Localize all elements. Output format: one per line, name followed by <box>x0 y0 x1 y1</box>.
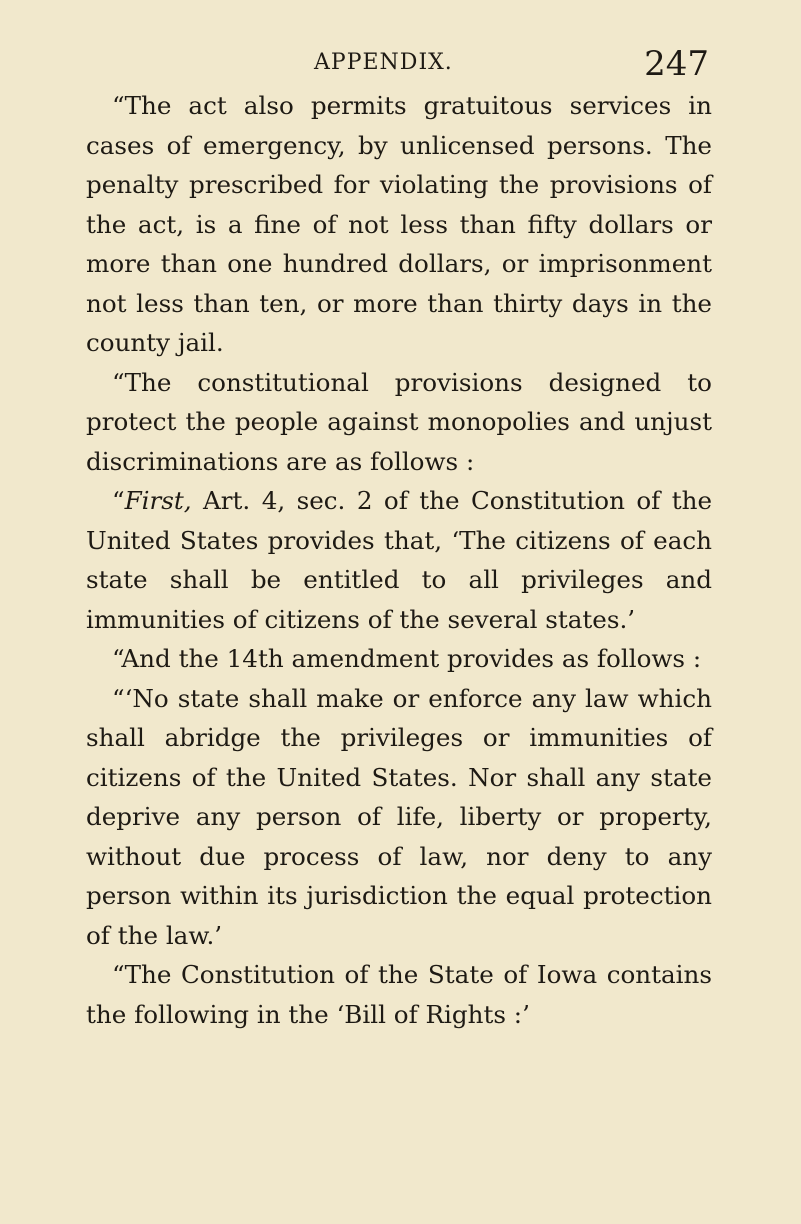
page-number: 247 <box>644 44 709 84</box>
paragraph-first-art-4-text: Art. 4, sec. 2 of the Constitution of the United States provides that, ‘The citizens of each state shall be entitled to all privileges and immunities of citizens of the several states.’ <box>86 486 712 634</box>
paragraph-14th-amendment: “And the 14th amendment provides as follows : <box>112 644 702 673</box>
paragraph-iowa-constitution: “The Constitution of the State of Iowa contains the following in the ‘Bill of Rights :’ <box>86 960 712 1029</box>
open-quote: “ <box>112 486 125 515</box>
paragraph-first-art-4 <box>86 481 712 639</box>
first-italic: First, <box>124 486 192 515</box>
page-body <box>86 86 712 1034</box>
running-title: APPENDIX. <box>314 50 453 75</box>
paragraph-no-state-quote: “‘No state shall make or enforce any law which shall abridge the privileges or immunities of citizens of the United States. Nor shall any state deprive any person of life, liberty or property, without due process of law, nor deny to any person within its jurisdiction the equal protection of the law.’ <box>86 683 712 950</box>
paragraph-constitutional-provisions: “The constitutional provisions designed to protect the people against monopolies and unjust discriminations are as follows : <box>86 367 712 476</box>
paragraph-act-services: “The act also permits gratuitous services in cases of emergency, by unlicensed persons. The penalty prescribed for violating the provisions of the act, is a fine of not less than fifty dollars or more than one hundred dollars, or imprisonment not less than ten, or more than thirty days in the county jail. <box>86 91 712 357</box>
